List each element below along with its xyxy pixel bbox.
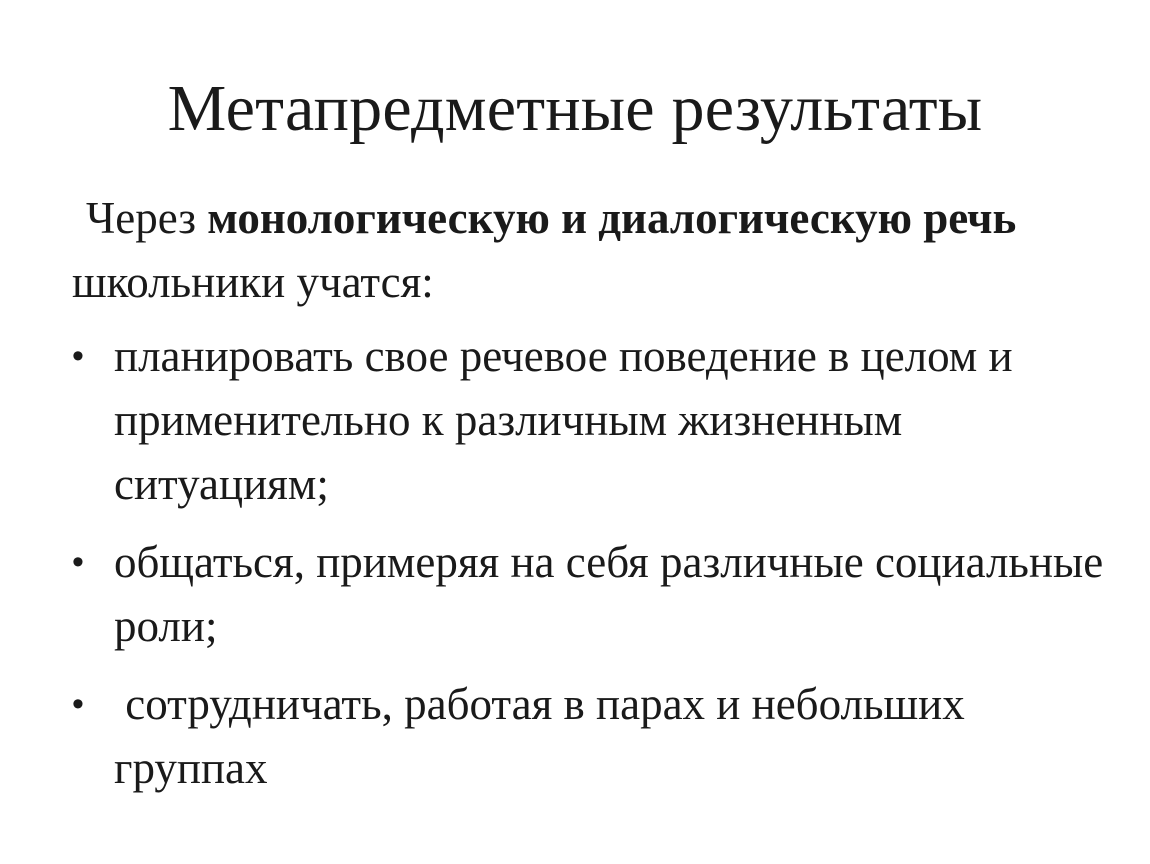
bullet-item xyxy=(72,672,1112,800)
intro-bold-text: монологическую и диалогическую речь xyxy=(207,193,1017,243)
slide-title: Метапредметные результаты xyxy=(167,72,983,145)
slide-content xyxy=(72,186,1112,814)
bullet-text: планировать свое речевое поведение в целом и применительно к различным жизненным ситуациям; xyxy=(114,331,1013,509)
bullet-text: общаться, примеряя на себя различные социальные роли; xyxy=(114,537,1104,651)
bullet-text: сотрудничать, работая в парах и небольших группах xyxy=(114,679,976,793)
intro-paragraph xyxy=(72,186,1112,314)
bullet-item xyxy=(72,530,1112,658)
bullet-list xyxy=(72,324,1112,800)
intro-text-end: школьники учатся: xyxy=(72,257,434,307)
bullet-dot-icon: • xyxy=(72,685,84,723)
bullet-item xyxy=(72,324,1112,516)
intro-text-start: Через xyxy=(86,193,208,243)
bullet-dot-icon: • xyxy=(72,337,84,375)
bullet-dot-icon: • xyxy=(72,543,84,581)
